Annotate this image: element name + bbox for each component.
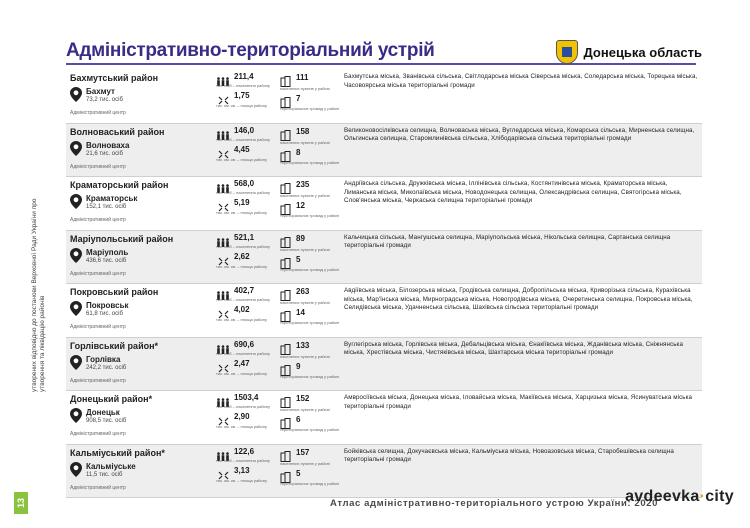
settlements-count: 158 (296, 126, 310, 136)
hromady-caption: територіальних громад у районі (280, 427, 340, 432)
settlements-count: 235 (296, 180, 310, 189)
district-population: 402,7 (234, 286, 255, 295)
sidebar (15, 62, 46, 510)
area-caption: тис. км. кв. – площа району (216, 370, 267, 376)
hromady-caption: територіальних громад у районі (280, 106, 340, 111)
building-icon (280, 309, 291, 320)
district-population: 1503,4 (234, 393, 259, 402)
hromady-count: 8 (296, 147, 301, 157)
district-population: 211,4 (234, 72, 254, 81)
settlements-caption: населених пунктів у районі (280, 246, 330, 252)
district-name: Горлівський район* (70, 340, 159, 351)
population-caption: тис. осіб – населення району (216, 136, 271, 142)
watermark-dot: · (699, 488, 706, 505)
hromady-count: 12 (296, 201, 305, 210)
area-caption: тис. км. кв. – площа району (216, 424, 267, 429)
hromady-caption: територіальних громад у районі (280, 159, 340, 165)
hromady-caption: територіальних громад у районі (280, 320, 340, 325)
region-name: Донецька область (583, 44, 702, 60)
center-population: 242,2 тис. осіб (86, 364, 127, 371)
building-icon (280, 74, 291, 85)
page-title: Адміністративно-територіальний устрій (66, 40, 435, 61)
center-name: Маріуполь (86, 247, 129, 257)
hromady-caption: територіальних громад у районі (280, 480, 340, 486)
building-icon (280, 181, 291, 192)
hromady-caption: територіальних громад у районі (280, 213, 340, 218)
center-label: Адміністративний центр (70, 110, 126, 116)
people-icon (216, 394, 230, 403)
settlements-caption: населених пунктів у районі (280, 86, 330, 91)
center-population: 61,8 тис. осіб (86, 311, 123, 317)
building-icon (280, 363, 291, 374)
people-icon (216, 234, 230, 243)
center-name: Кальміуське (86, 461, 136, 471)
district-area: 4,45 (234, 144, 250, 154)
center-population: 436,6 тис. осіб (86, 257, 127, 264)
building-icon (280, 235, 291, 246)
hromady-list: Авдіївська міська, Білозерська міська, Гродівська селищна, Добропільська міська, Криворізька сільська, Курахівська міська, Мар'їнська міська, Мирноградська міська, Новогродівська міська, Очеретинська селищна, Покровська міська, Селидівська міська, Удачненська сільська, Шахівська сільська територіальні громади (344, 287, 693, 312)
area-caption: тис. км. кв. – площа району (216, 477, 267, 483)
hromady-list: Андріївська сільська, Дружківська міська, Іллінівська сільська, Костянтинівська міська, Краматорська міська, Лиманська міська, Миколаївська міська, Новодонецька селищна, Олександрівська селищна, Святогірська міська, Слов'янська міська, Черкаська селищна територіальні громади (344, 180, 682, 205)
hromady-list: Бойківська селищна, Докучаєвська міська, Кальміуська міська, Новоазовська міська, Старобешівська селищна територіальні громади (344, 447, 674, 464)
settlements-count: 111 (296, 73, 309, 82)
coat-of-arms-icon (556, 40, 578, 64)
center-label: Адміністративний центр (70, 163, 126, 170)
hromady-count: 9 (296, 361, 301, 371)
watermark (625, 488, 734, 506)
hromady-count: 5 (296, 254, 301, 264)
hromady-caption: територіальних громад у районі (280, 266, 340, 272)
center-population: 21,6 тис. осіб (86, 150, 123, 157)
area-caption: тис. км. кв. – площа району (216, 103, 267, 108)
settlements-caption: населених пунктів у районі (280, 139, 330, 145)
page-number-text: 13 (15, 497, 26, 509)
district-population: 568,0 (234, 179, 255, 188)
page-number (14, 492, 28, 514)
center-name: Горлівка (86, 354, 121, 364)
population-caption: тис. осіб – населення району (216, 83, 271, 88)
center-label: Адміністративний центр (70, 377, 126, 384)
building-icon (280, 202, 291, 213)
district-row (66, 391, 702, 445)
hromady-list: Великоновосілківська селищна, Волноваська міська, Вугледарська міська, Комарська сільська, Мирненська селищна, Ольгинська селищна, Старомлинівська сільська, Хлібодарівська сільська територіальні громади (344, 126, 695, 143)
district-row (66, 284, 702, 338)
hromady-caption: територіальних громад у районі (280, 373, 340, 379)
settlements-caption: населених пунктів у районі (280, 407, 330, 412)
center-label: Адміністративний центр (70, 484, 126, 491)
area-caption: тис. км. кв. – площа району (216, 317, 267, 322)
settlements-count: 89 (296, 233, 305, 243)
settlements-caption: населених пунктів у районі (280, 353, 330, 359)
center-label: Адміністративний центр (70, 270, 126, 277)
hromady-count: 14 (296, 308, 305, 317)
settlements-caption: населених пунктів у районі (280, 300, 330, 305)
building-icon (280, 416, 291, 427)
district-area: 2,47 (234, 358, 250, 368)
district-area: 2,90 (234, 412, 250, 421)
building-icon (280, 256, 291, 267)
district-row (66, 177, 702, 231)
people-icon (216, 73, 230, 82)
area-arrows-icon (218, 413, 229, 422)
area-arrows-icon (218, 146, 229, 155)
map-pin-icon (70, 87, 82, 102)
settlements-count: 263 (296, 287, 310, 296)
settlements-caption: населених пунктів у районі (280, 460, 330, 466)
district-population: 521,1 (234, 232, 255, 242)
district-population: 122,6 (234, 446, 255, 456)
population-caption: тис. осіб – населення району (216, 297, 271, 302)
area-caption: тис. км. кв. – площа району (216, 210, 267, 215)
district-row (66, 231, 702, 285)
area-caption: тис. км. кв. – площа району (216, 156, 267, 162)
people-icon (216, 448, 230, 457)
area-arrows-icon (218, 306, 229, 315)
building-icon (280, 470, 291, 481)
area-caption: тис. км. кв. – площа району (216, 263, 267, 269)
center-population: 152,1 тис. осіб (86, 204, 127, 210)
map-pin-icon (70, 462, 82, 477)
center-name: Донецьк (86, 408, 120, 417)
center-population: 73,2 тис. осіб (86, 97, 123, 103)
population-caption: тис. осіб – населення району (216, 350, 271, 356)
district-name: Донецький район* (70, 394, 153, 404)
people-icon (216, 341, 230, 350)
center-name: Волноваха (86, 140, 130, 150)
district-area: 5,19 (234, 198, 250, 207)
district-population: 690,6 (234, 339, 255, 349)
district-area: 4,02 (234, 305, 250, 314)
center-name: Бахмут (86, 87, 115, 96)
building-icon (280, 342, 291, 353)
hromady-list: Вуглегірська міська, Горлівська міська, Дебальцівська міська, Єнакіївська міська, Жданівська міська, Сніжнянська міська, Хрестівська міська, Чистяківська міська, Шахтарська міська територіальні громади (344, 340, 684, 357)
population-caption: тис. осіб – населення району (216, 404, 271, 409)
center-population: 908,5 тис. осіб (86, 418, 127, 424)
district-name: Краматорський район (70, 180, 169, 190)
district-row (66, 445, 702, 499)
area-arrows-icon (218, 467, 229, 476)
map-pin-icon (70, 301, 82, 316)
district-name: Покровський район (70, 287, 159, 297)
atlas-title: Атлас адміністративно-територіального устрою України: 2020 (330, 498, 658, 509)
settlements-count: 133 (296, 340, 310, 350)
building-icon (280, 288, 291, 299)
building-icon (280, 395, 291, 406)
population-caption: тис. осіб – населення району (216, 190, 271, 195)
area-arrows-icon (218, 360, 229, 369)
population-caption: тис. осіб – населення району (216, 457, 271, 463)
center-population: 11,5 тис. осіб (86, 471, 123, 478)
district-row (66, 70, 702, 124)
center-label: Адміністративний центр (70, 431, 126, 437)
center-name: Покровськ (86, 301, 129, 310)
district-row (66, 124, 702, 178)
map-pin-icon (70, 194, 82, 209)
region-badge (556, 40, 703, 64)
building-icon (280, 449, 291, 460)
area-arrows-icon (218, 199, 229, 208)
area-arrows-icon (218, 253, 229, 262)
hromady-list: Кальчицька сільська, Мангушська селищна, Маріупольська міська, Нікольська селищна, Сартанська селищна територіальні громади (344, 233, 671, 250)
district-area: 1,75 (234, 91, 250, 100)
building-icon (280, 128, 291, 139)
district-name: Бахмутський район (70, 73, 159, 83)
hromady-count: 7 (296, 94, 301, 103)
district-population: 146,0 (234, 125, 255, 135)
district-name: Маріупольський район (70, 233, 174, 244)
map-pin-icon (70, 248, 82, 263)
center-name: Краматорськ (86, 194, 138, 203)
population-caption: тис. осіб – населення району (216, 243, 271, 249)
center-label: Адміністративний центр (70, 217, 126, 223)
people-icon (216, 127, 230, 136)
map-pin-icon (70, 355, 82, 370)
center-label: Адміністративний центр (70, 324, 126, 330)
district-area: 2,62 (234, 251, 250, 261)
map-pin-icon (70, 408, 82, 423)
district-row (66, 338, 702, 392)
people-icon (216, 287, 230, 296)
watermark-pre: avdeevka (625, 488, 700, 505)
area-arrows-icon (218, 92, 229, 101)
settlements-count: 157 (296, 447, 310, 457)
building-icon (280, 95, 291, 106)
district-name: Волноваський район (70, 126, 165, 137)
settlements-count: 152 (296, 394, 310, 403)
district-table (66, 70, 702, 498)
map-pin-icon (70, 141, 82, 156)
building-icon (280, 149, 291, 160)
people-icon (216, 180, 230, 189)
settlements-caption: населених пунктів у районі (280, 193, 330, 198)
sidebar-vertical-text: утворених відповідно до постанови Верховної Ради України про утворення та ліквідацію районів (31, 198, 46, 392)
watermark-post: city (705, 488, 734, 505)
hromady-list: Амвросіївська міська, Донецька міська, Іловайська міська, Макіївська міська, Харцизька міська, Ясинуватська міська територіальні громади (344, 394, 693, 410)
hromady-count: 6 (296, 415, 301, 424)
hromady-count: 5 (296, 468, 301, 478)
district-name: Кальміуський район* (70, 447, 165, 458)
district-area: 3,13 (234, 465, 250, 475)
hromady-list: Бахмутська міська, Званівська сільська, Світлодарська міська Сіверська міська, Соледарська міська, Торецька міська, Часовоярська міська територіальні громади (344, 73, 698, 89)
